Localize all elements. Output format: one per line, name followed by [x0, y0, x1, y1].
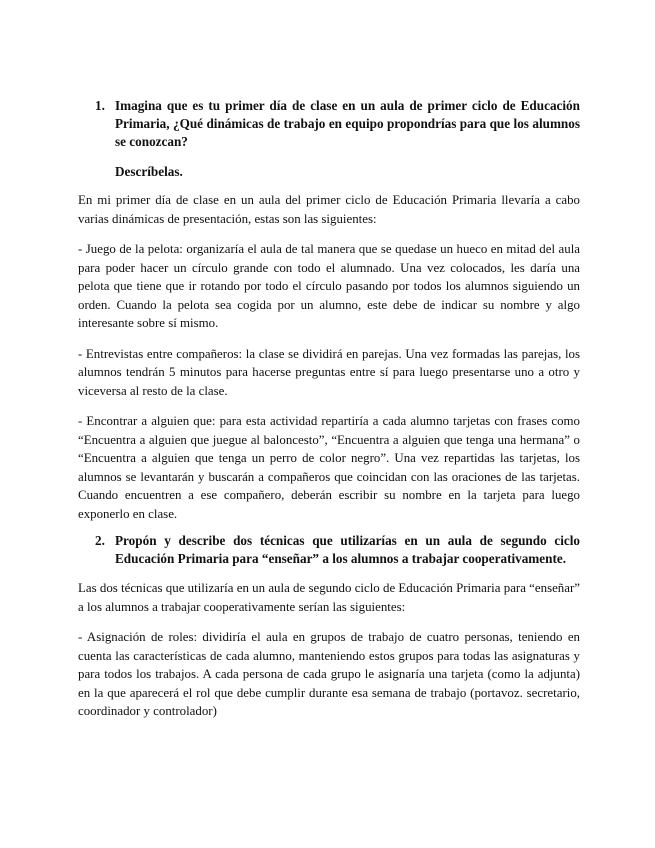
answer-1-item-entrevistas: - Entrevistas entre compañeros: la clase se dividirá en parejas. Una vez formadas las parejas, los alumnos tendrán 5 minutos para hacerse preguntas entre sí para luego presentarse uno a otro y viceversa al resto de la clase.: [78, 346, 580, 398]
question-1: [78, 97, 580, 151]
question-2-text: Propón y describe dos técnicas que utilizarías en un aula de segundo ciclo Educación Primaria para “enseñar” a los alumnos a trabajar cooperativamente.: [115, 533, 580, 566]
answer-2-intro: Las dos técnicas que utilizaría en un aula de segundo ciclo de Educación Primaria para “enseñar” a los alumnos a trabajar cooperativamente serían las siguientes:: [78, 581, 580, 614]
question-1-number: 1.: [95, 98, 105, 113]
question-2: [78, 532, 580, 568]
question-1-subtext: Descríbelas.: [115, 164, 183, 179]
answer-1-intro: En mi primer día de clase en un aula del primer ciclo de Educación Primaria llevaría a cabo varias dinámicas de presentación, estas son las siguientes:: [78, 193, 580, 226]
question-1-text: Imagina que es tu primer día de clase en un aula de primer ciclo de Educación Primaria, ¿Qué dinámicas de trabajo en equipo propondrías para que los alumnos se conozcan?: [115, 98, 580, 149]
answer-2-item-roles: - Asignación de roles: dividiría el aula en grupos de trabajo de cuatro personas, teniendo en cuenta las características de cada alumno, manteniendo estos grupos para todas las asignaturas y para todos los trabajos. A cada persona de cada grupo le asignaría una tarjeta (como la adjunta) en la que aparecerá el rol que debe cumplir durante esa semana de trabajo (portavoz. secretario, coordinador y controlador): [78, 630, 580, 718]
answer-1-item-pelota: - Juego de la pelota: organizaría el aula de tal manera que se quedase un hueco en mitad del aula para poder hacer un círculo grande con todo el alumnado. Una vez colocados, les daría una pelota que tiene que ir rotando por todo el círculo pasando por todos los alumnos siguiendo un orden. Cuando la pelota sea cogida por un alumno, este debe de indicar su nombre y algo interesante sobre sí mismo.: [78, 242, 580, 330]
question-2-number: 2.: [95, 533, 105, 548]
document-page: [78, 97, 580, 721]
answer-1-item-encontrar: - Encontrar a alguien que: para esta actividad repartiría a cada alumno tarjetas con frases como “Encuentra a alguien que juegue al baloncesto”, “Encuentra a alguien que tenga una hermana” o “Encuentra a alguien que tenga un perro de color negro”. Una vez repartidas las tarjetas, los alumnos se levantarán y buscarán a compañeros que coincidan con las oraciones de las tarjetas. Cuando encuentren a ese compañero, deberán escribir su nombre en la tarjeta para luego exponerlo en clase.: [78, 414, 580, 521]
